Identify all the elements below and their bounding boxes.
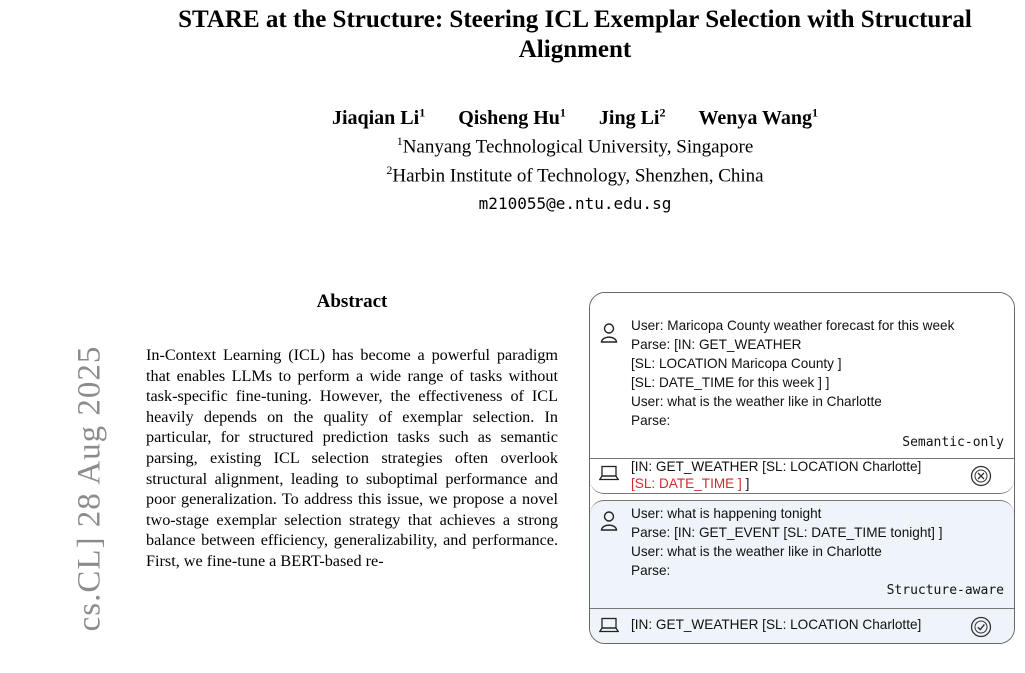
- structure-aware-output: [590, 608, 1014, 644]
- structure-aware-tag: Structure-aware: [886, 583, 1004, 598]
- paper-title-line1: STARE at the Structure: Steering ICL Exemplar Selection with Structural: [178, 6, 972, 33]
- semantic-only-tag: Semantic-only: [902, 435, 1004, 450]
- paper-title: [100, 5, 1025, 65]
- person-icon: [600, 323, 618, 343]
- semantic-prompt-line: [SL: LOCATION Maricopa County ]: [631, 356, 842, 371]
- abstract-text: [146, 345, 558, 572]
- laptop-icon: [599, 465, 619, 481]
- structure-aware-prompt: [590, 500, 1014, 609]
- structure-output-line: [IN: GET_WEATHER [SL: LOCATION Charlotte]: [631, 617, 922, 632]
- laptop-icon: [599, 617, 619, 633]
- wrong-badge-icon: [970, 465, 992, 487]
- person-icon: [600, 511, 618, 531]
- structure-prompt-line: User: what is happening tonight: [631, 506, 822, 521]
- author-4: Wenya Wang$^1$: [698, 105, 819, 129]
- abstract-paragraph: In-Context Learning (ICL) has become a powerful paradigm that enables LLMs to perform a wide range of tasks without task-specific fine-tuning. However, the effectiveness of ICL heavily depends on the quality of exemplar selection. In particular, for structured prediction tasks such as semantic parsing, existing ICL selection strategies often overlook structural alignment, leading to suboptimal performance and poor generalization. To address this issue, we propose a novel two-stage exemplar selection strategy that achieves a strong balance between efficiency, generalizability, and performance. First, we fine-tune a BERT-based re-: [146, 346, 558, 570]
- semantic-prompt-line: Parse:: [631, 413, 671, 428]
- semantic-prompt-line: User: what is the weather like in Charlotte: [631, 394, 882, 409]
- semantic-output-line2: [631, 475, 749, 492]
- semantic-only-prompt: [590, 293, 1014, 458]
- paper-title-line2: Alignment: [518, 36, 632, 63]
- semantic-prompt-line: [SL: DATE_TIME for this week ] ]: [631, 375, 830, 390]
- figure-panel: [589, 292, 1015, 644]
- semantic-output-line1: [IN: GET_WEATHER [SL: LOCATION Charlotte]: [631, 459, 922, 474]
- semantic-prompt-line: User: Maricopa County weather forecast for this week: [631, 318, 955, 333]
- author-1: Jiaqian Li$^1$: [331, 105, 426, 129]
- abstract-heading: Abstract: [316, 291, 388, 312]
- structure-prompt-line: Parse:: [631, 563, 671, 578]
- arxiv-stamp: cs.CL] 28 Aug 2025: [71, 345, 108, 632]
- author-3: Jing Li$^2$: [598, 105, 666, 129]
- correct-badge-icon: [970, 616, 992, 638]
- author-2: Qisheng Hu$^1$: [458, 105, 566, 129]
- semantic-output-error: [SL: DATE_TIME ]: [631, 476, 742, 491]
- affiliation-2: $^2$Harbin Institute of Technology, Shenzhen, China: [386, 163, 764, 187]
- structure-prompt-line: Parse: [IN: GET_EVENT [SL: DATE_TIME tonight] ]: [631, 525, 943, 540]
- semantic-prompt-line: Parse: [IN: GET_WEATHER: [631, 337, 802, 352]
- semantic-output-tail: ]: [741, 476, 750, 491]
- structure-prompt-line: User: what is the weather like in Charlotte: [631, 544, 882, 559]
- author-list: [100, 105, 1025, 130]
- semantic-only-output: [590, 458, 1014, 494]
- affiliation-1: $^1$Nanyang Technological University, Singapore: [396, 134, 754, 158]
- contact-email[interactable]: m210055@e.ntu.edu.sg: [478, 194, 672, 213]
